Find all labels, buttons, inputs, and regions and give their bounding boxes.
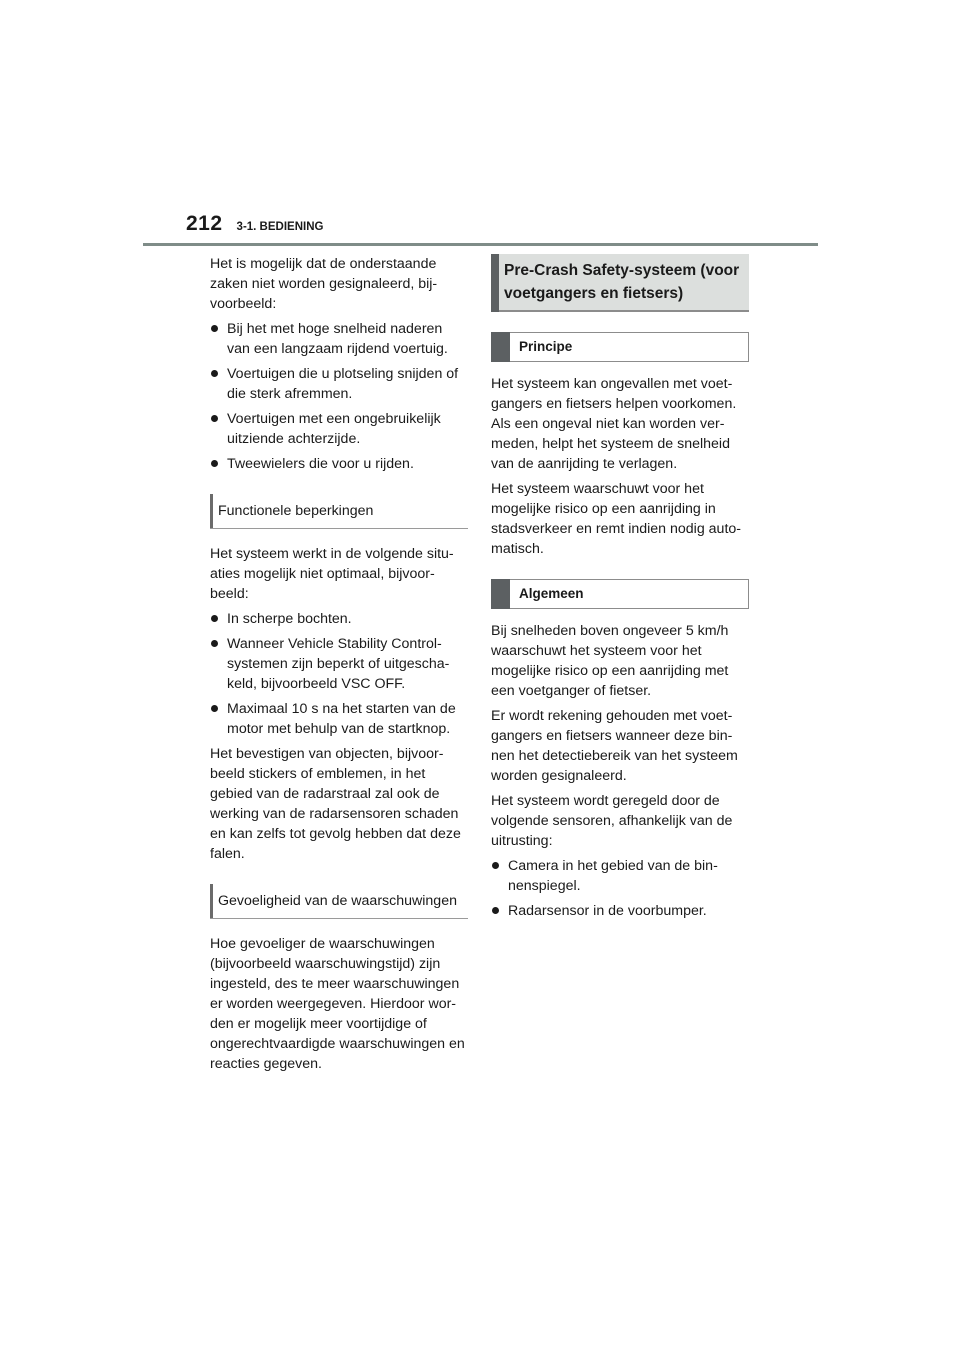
principle-paragraph-2: Het systeem waarschuwt voor het mogelijke risico op een aanrijding in stadsverkeer en remt indien nodig auto-matisch.: [491, 481, 741, 557]
right-column: [491, 254, 749, 926]
bullet-icon: [211, 640, 218, 647]
title-accent-bar: [491, 254, 499, 312]
list-item: Bij het met hoge snelheid naderen van een langzaam rijdend voertuig.: [210, 319, 468, 359]
general-paragraph-1: Bij snelheden boven ongeveer 5 km/h waarschuwt het systeem voor het mogelijke risico op een aanrijding met een voetganger of fietser.: [491, 623, 729, 699]
general-heading: Algemeen: [491, 579, 749, 609]
general-bullet-list: [491, 856, 749, 921]
list-item: In scherpe bochten.: [210, 609, 468, 629]
bullet-icon: [211, 705, 218, 712]
bullet-icon: [492, 862, 499, 869]
bullet-icon: [492, 907, 499, 914]
list-item: Radarsensor in de voorbumper.: [491, 901, 749, 921]
objects-paragraph: Het bevestigen van objecten, bijvoor-beeld stickers of emblemen, in het gebied van de radarstraal zal ook de werking van de radarsensoren schaden en kan zelfs tot gevolg hebben dat deze falen.: [210, 746, 461, 862]
intro-bullet-list: [210, 319, 468, 474]
sensitivity-heading: Gevoeligheid van de waarschuwingen: [210, 884, 468, 919]
functional-bullet-list: [210, 609, 468, 739]
header-rule: [143, 243, 818, 246]
section-label: 3-1. BEDIENING: [236, 221, 324, 233]
list-item: Camera in het gebied van de bin-nenspiegel.: [491, 856, 749, 896]
section-title: Pre-Crash Safety-systeem (voor voetgangers en fietsers): [491, 254, 749, 312]
list-item: Tweewielers die voor u rijden.: [210, 454, 468, 474]
intro-paragraph: Het is mogelijk dat de onderstaande zaken niet worden gesignaleerd, bij-voorbeeld:: [210, 256, 438, 312]
list-item: Voertuigen met een ongebruikelijk uitziende achterzijde.: [210, 409, 468, 449]
list-item: Maximaal 10 s na het starten van de motor met behulp van de startknop.: [210, 699, 468, 739]
bullet-icon: [211, 615, 218, 622]
heading-accent-bar: [210, 494, 213, 528]
bullet-icon: [211, 460, 218, 467]
principle-paragraph-1: Het systeem kan ongevallen met voet-gangers en fietsers helpen voorkomen. Als een ongeval niet kan worden ver-meden, helpt het systeem de snelheid van de aanrijding te verlagen.: [491, 376, 737, 472]
heading-accent-bar: [210, 884, 213, 918]
functional-paragraph: Het systeem werkt in de volgende situ-aties mogelijk niet optimaal, bijvoor-beeld:: [210, 546, 454, 602]
page-header: [186, 212, 323, 236]
principle-heading: Principe: [491, 332, 749, 362]
general-paragraph-2: Er wordt rekening gehouden met voet-gangers en fietsers wanneer deze bin-nen het detectiebereik van het systeem worden gesignaleerd.: [491, 708, 738, 784]
sensitivity-paragraph: Hoe gevoeliger de waarschuwingen (bijvoorbeeld waarschuwingstijd) zijn ingesteld, des te meer waarschuwingen er worden weergegeven. Hierdoor wor-den er mogelijk meer voortijdige of ongerechtvaardigde waarschuwingen en reacties gegeven.: [210, 936, 465, 1072]
list-item: Wanneer Vehicle Stability Control-systemen zijn beperkt of uitgescha-keld, bijvoorbeeld VSC OFF.: [210, 634, 468, 694]
heading-accent-bar: [491, 332, 510, 362]
heading-accent-bar: [491, 579, 510, 609]
bullet-icon: [211, 370, 218, 377]
bullet-icon: [211, 415, 218, 422]
page-number: 212: [186, 212, 223, 235]
general-paragraph-3: Het systeem wordt geregeld door de volgende sensoren, afhankelijk van de uitrusting:: [491, 793, 733, 849]
left-column: [210, 254, 468, 1079]
bullet-icon: [211, 325, 218, 332]
list-item: Voertuigen die u plotseling snijden of die sterk afremmen.: [210, 364, 468, 404]
functional-limits-heading: Functionele beperkingen: [210, 494, 468, 529]
